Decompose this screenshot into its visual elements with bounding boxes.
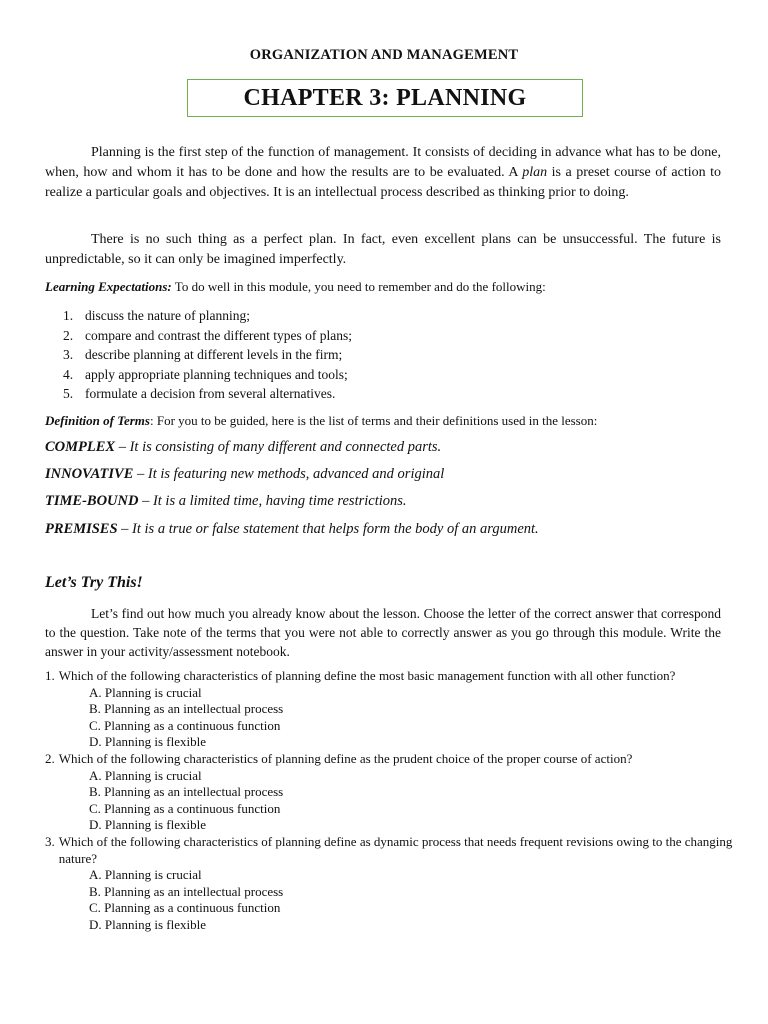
answer-choice: A. Planning is crucial xyxy=(89,767,202,783)
intro-paragraph-1: Planning is the first step of the function of management. It consists of deciding in advance what has to be done, when, how and whom it has to be done and how the results are to be evaluated. A plan is a preset course of action to realize a particular goals and objectives. It is an intellectual process described as thinking prior to doing. xyxy=(45,145,722,200)
question-1: 1. Which of the following characteristics of planning define the most basic management function with all other function? xyxy=(45,668,676,683)
answer-choice: C. Planning as a continuous function xyxy=(89,900,281,916)
instructions-paragraph: Let’s find out how much you already know about the lesson. Choose the letter of the correct answer that correspond to the question. Take note of the terms that you were not able to correctly answer as you go through this module. Write the answer in your activity/assessment notebook. xyxy=(45,606,721,659)
list-item: 4. apply appropriate planning techniques and tools; xyxy=(63,366,348,382)
list-item: 1. discuss the nature of planning; xyxy=(63,308,250,323)
plan-emphasis: plan xyxy=(522,165,548,180)
list-item: 2. compare and contrast the different types of plans; xyxy=(63,327,353,343)
answer-choice: D. Planning is flexible xyxy=(89,817,206,833)
term-time-bound: TIME-BOUND – It is a limited time, having time restrictions. xyxy=(45,493,407,509)
answer-choice: C. Planning as a continuous function xyxy=(89,800,281,816)
answer-choice: A. Planning is crucial xyxy=(89,867,202,883)
answer-choice: A. Planning is crucial xyxy=(89,684,202,700)
answer-choice: D. Planning is flexible xyxy=(89,734,206,750)
intro-paragraph-2: There is no such thing as a perfect plan. In fact, even excellent plans can be unsuccessful. The future is unpredictable, so it can only be imagined imperfectly. xyxy=(45,232,721,267)
course-title: ORGANIZATION AND MANAGEMENT xyxy=(249,47,519,63)
list-item: 5. formulate a decision from several alternatives. xyxy=(63,386,336,401)
answer-choice: B. Planning as an intellectual process xyxy=(89,784,284,800)
answer-choice: B. Planning as an intellectual process xyxy=(89,883,284,899)
chapter-title: CHAPTER 3: PLANNING xyxy=(243,84,527,111)
question-3: 3. Which of the following characteristics of planning define as dynamic process that needs frequent revisions owing to the changing nature? xyxy=(45,833,733,866)
list-item: 3. describe planning at different levels in the firm; xyxy=(63,347,343,362)
term-innovative: INNOVATIVE – It is featuring new methods, advanced and original xyxy=(45,466,445,482)
learning-expectations-label: Learning Expectations: xyxy=(45,279,172,294)
answer-choice: D. Planning is flexible xyxy=(89,916,206,932)
chapter-title-box xyxy=(187,79,583,117)
term-premises: PREMISES – It is a true or false statement that helps form the body of an argument. xyxy=(45,521,539,537)
question-2: 2. Which of the following characteristics of planning define as the prudent choice of the proper course of action? xyxy=(45,750,633,766)
term-complex: COMPLEX – It is consisting of many different and connected parts. xyxy=(45,439,442,455)
answer-choice: B. Planning as an intellectual process xyxy=(89,701,284,717)
objectives-list xyxy=(45,306,352,404)
quiz-questions xyxy=(45,668,735,934)
section-heading: Let’s Try This! xyxy=(45,574,143,591)
learning-expectations: Learning Expectations: To do well in this module, you need to remember and do the following: xyxy=(45,279,546,294)
definition-of-terms: Definition of Terms: For you to be guided, here is the list of terms and their definitions used in the lesson: xyxy=(45,413,598,428)
answer-choice: C. Planning as a continuous function xyxy=(89,717,281,733)
definition-of-terms-label: Definition of Terms xyxy=(45,413,150,428)
